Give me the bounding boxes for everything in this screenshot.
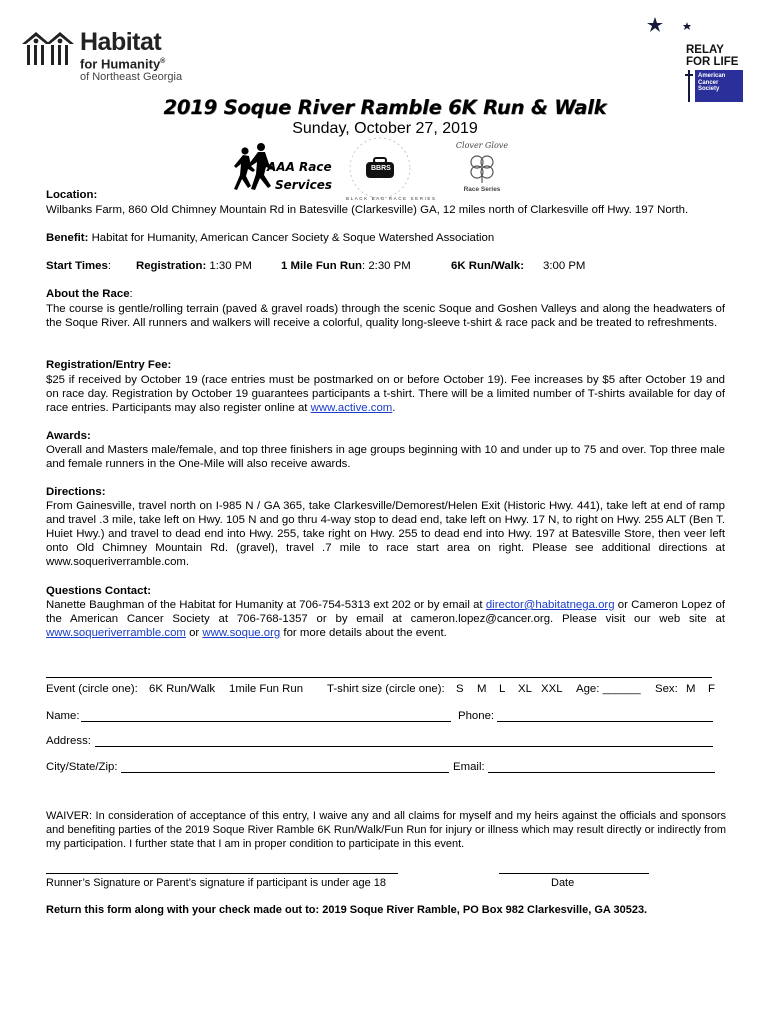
event-date: Sunday, October 27, 2019 [292,120,478,137]
event-option-6k[interactable]: 6K Run/Walk [149,683,216,695]
date-label: Date [551,877,575,889]
awards-label: Awards: [46,430,91,442]
size-s[interactable]: S [456,683,464,695]
aaa-line2: Services [275,178,333,192]
phone-label: Phone: [458,710,495,722]
habitat-name: Habitat [80,28,162,56]
about-label: About the Race: [46,288,133,300]
about-text: The course is gentle/rolling terrain (paved & gravel roads) through the scenic Soque and Goshen Valleys and along the headwaters of the Soque River. All runners and walkers will receive a colorful, quality long-sleeve t-shirt & race pack and be treated to refreshments. [46,303,725,329]
fee-text: $25 if received by October 19 (race entries must be postmarked on or before October 19). Fee increases by $5 after October 19 and on race day. Registration by October 19 guarantees participants a t-shirt. There will be a limited number of T-shirts available for day of race entries. Participants may also register online at www.active.com. [46,374,725,414]
sixk-time: 6K Run/Walk: [451,260,524,272]
aaa-line1: AAA Race [267,160,332,174]
black-bag-race-series-logo [342,134,437,204]
sex-m[interactable]: M [686,683,696,695]
benefit-text: Habitat for Humanity, American Cancer Society & Soque Watershed Association [88,232,495,244]
clover-glove-logo [452,138,512,198]
address-field[interactable] [95,735,713,747]
ramble-site-link[interactable]: www.soqueriverramble.com [46,627,186,639]
aaa-race-services-logo [231,142,331,198]
clover-bottom-text: Race Series [463,186,501,193]
habitat-houses-icon [22,30,78,70]
size-m[interactable]: M [477,683,487,695]
relay-for-life-logo [645,14,745,106]
city-label: City/State/Zip: [46,761,118,773]
name-field[interactable] [81,710,451,722]
signature-label: Runner’s Signature or Parent’s signature if participant is under age 18 [46,877,386,889]
awards-text: Overall and Masters male/female, and top three finishers in age groups beginning with 10 and under up to 75 and over. Top three male and female runners in the One-Mile will also receive awards. [46,444,725,470]
active-link[interactable]: www.active.com [310,402,393,414]
relay-line2: FOR LIFE [686,56,739,68]
habitat-logo [22,26,192,88]
tshirt-label: T-shirt size (circle one): [327,683,445,695]
sex-f[interactable]: F [708,683,715,695]
fee-label: Registration/Entry Fee: [46,359,172,371]
benefit-line [46,231,726,245]
event-option-fun-run[interactable]: 1mile Fun Run [229,683,304,695]
size-xl[interactable]: XL [518,683,532,695]
phone-field[interactable] [497,710,713,722]
email-label: Email: [453,761,485,773]
soque-site-link[interactable]: www.soque.org [202,627,281,639]
city-field[interactable] [121,761,449,773]
clover-top-text: Clover Glove [455,141,509,150]
start-times-label: Start Times: [46,260,112,272]
benefit-label: Benefit: [46,232,89,244]
address-label: Address: [46,735,91,747]
bbrs-ring-text: BLACK BAG RACE SERIES [346,196,437,201]
fun-run-time: 1 Mile Fun Run: 2:30 PM [281,260,411,272]
contact-label: Questions Contact: [46,585,152,597]
size-l[interactable]: L [499,683,506,695]
clover-icon [467,152,497,184]
page-title: 2019 Soque River Ramble 6K Run & Walk [163,96,607,119]
age-field[interactable]: Age: ______ [576,683,641,695]
sex-label: Sex: [655,683,678,695]
contact-text: Nanette Baughman of the Habitat for Humanity at 706-754-5313 ext 202 or by email at director@habitatnega.org or Cameron Lopez of the American Cancer Society at 706-768-1357 or by email at cameron.lopez@cancer.org. Please visit our web site at www.soqueriverramble.com or www.soque.org for more details about the event. [46,599,725,639]
location-text: Wilbanks Farm, 860 Old Chimney Mountain Rd in Batesville (Clarkesville) GA, 12 miles north of Clarkesville off Hwy. 197 North. [46,204,689,216]
location-label: Location: [46,189,98,201]
waiver-text: WAIVER: In consideration of acceptance of this entry, I waive any and all claims for myself and my heirs against the officials and sponsors and benefiting parties of the 2019 Soque River Ramble 6K Run/Walk/Fun Run for injury or illness which may result directly or indirectly from my participation. I further state that I am in proper condition to participate in this event. [46,810,726,850]
signature-line[interactable] [46,873,398,874]
return-instructions: Return this form along with your check made out to: 2019 Soque River Ramble, PO Box 982 Clarkesville, GA 30523. [46,904,648,916]
email-field[interactable] [488,761,715,773]
form-divider [46,677,712,678]
directions-text: From Gainesville, travel north on I-985 N / GA 365, take Clarkesville/Demorest/Helen Exit (Historic Hwy. 441), take left at end of ramp and travel .3 mile, take left on Hwy. 105 N and go thru 4-way stop to dead end, take left on Hwy. 17 N, to right on Hwy. 255 ALT (Ben T. Huiet Hwy.) and travel to dead end into Hwy. 255, take right on Hwy. 255 to dead end into Hwy. 197 at Batesville Store, then veer left onto Old Chimney Mountain Rd. (gravel), travel .7 mile to race start area on right. Please see additional directions at www.soqueriverramble.com. [46,500,725,568]
registration-time: Registration: 1:30 PM [136,260,252,272]
habitat-chapter: of Northeast Georgia [80,71,183,83]
name-label: Name: [46,710,80,722]
habitat-subname: for Humanity® [80,56,166,72]
date-line[interactable] [499,873,649,874]
directions-label: Directions: [46,486,106,498]
bbrs-text: BBRS [371,165,391,172]
sixk-time-value: 3:00 PM [543,260,586,272]
acs-badge: American Cancer Society [695,70,743,102]
habitat-email-link[interactable]: director@habitatnega.org [485,599,615,611]
size-xxl[interactable]: XXL [541,683,563,695]
relay-line1: RELAY [686,44,724,56]
event-label: Event (circle one): [46,683,138,695]
